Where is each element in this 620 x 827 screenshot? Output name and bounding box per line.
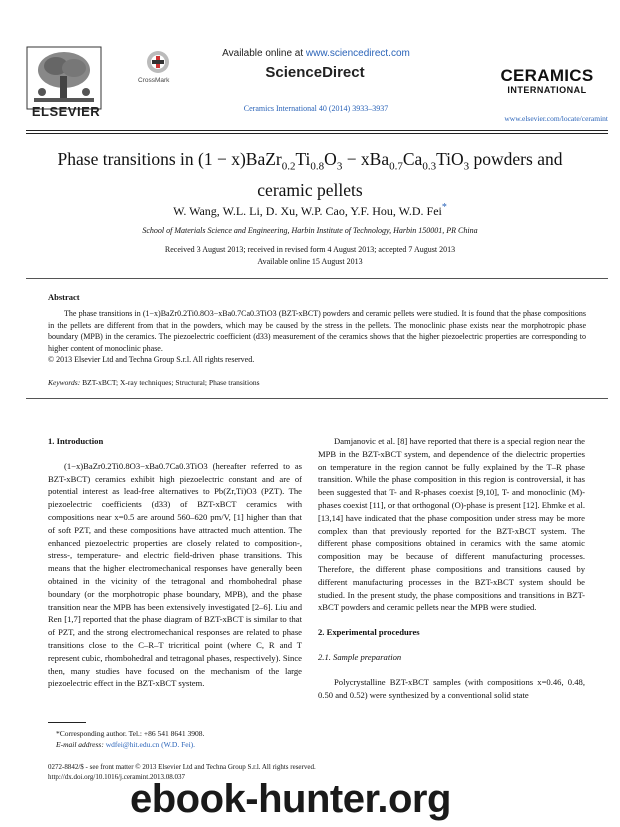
intro-paragraph: (1−x)BaZr0.2Ti0.8O3−xBa0.7Ca0.3TiO3 (hereafter referred to as BZT-xBCT) ceramics exhibit high piezoelectric constant and are of potential interest as lead-free alternatives to Pb(Zr,Ti)O3 (PZT). The piezoelectric coefficients (d33) of BZT-xBCT ceramics with compositions near x=0.5 are around 560–620 pm/V, [1] higher than that of soft PZT, and these compositions have attracted much attention. The enhanced piezoelectric properties are closely related to composition-, stress-, temperature- and electric field-driven phase transitions. This means that the higher electromechanical responses have generally been obtained in the vicinity of the tetragonal and rhombohedral phase boundary (or the morphotropic phase boundary, MPB), and the phase transition near the MPB has been extensively investigated [2–6]. Liu and Ren [1,7] reported that the phase diagram of BZT-xBCT is similar to that of PZT, and the strong electromechanical responses are related to phase transitions close to the C–R–T tricritical point (where C, R and T represent cubic, rhombohedral and tetragonal phases, respectively). Since then, many studies have focused on the mechanism of the large piezoelectric effect in the BZT-xBCT system. <box>48 460 302 689</box>
header-rule <box>26 130 608 131</box>
journal-brand: CERAMICS <box>500 66 594 85</box>
left-column <box>48 435 302 690</box>
sciencedirect-logo: ScienceDirect <box>265 64 365 81</box>
elsevier-tree-logo <box>26 46 102 110</box>
footnote: *Corresponding author. Tel.: +86 541 8641 3908. E-mail address: wdfei@hit.edu.cn (W.D. Fei). <box>56 729 205 749</box>
header-rule <box>26 133 608 134</box>
abstract-text: The phase transitions in (1−x)BaZr0.2Ti0.8O3−xBa0.7Ca0.3TiO3 (BZT-xBCT) powders and ceramic pellets were studied. It is found that the phase compositions in the pellets are different from that in the powders, which may be caused by the stress in the pellets. The monoclinic phase exists near the morphotropic phase boundary (MPB) in the ceramics. The piezoelectric coefficient (d33) measurement of the ceramics shows that the higher piezoelectric properties are corresponding to higher content of monoclinic phase. © 2013 Elsevier Ltd and Techna Group S.r.l. All rights reserved. <box>48 309 586 364</box>
article-dates: Received 3 August 2013; received in revised form 4 August 2013; accepted 7 August 2013 Available online 15 August 2013 <box>164 245 456 266</box>
author-email-link[interactable]: wdfei@hit.edu.cn (W.D. Fei). <box>105 740 196 749</box>
body-paragraph: Damjanovic et al. [8] have reported that there is a special region near the MPB in the BZT-xBCT system, and dependence of the dielectric properties on temperature in the region cannot be fully explained by the T–R phase transition. While the phase composition in this region is controversial, it has been suggested that T- and R-phases coexist [9,10], T- and monoclinic (M)-phases coexist [11], or that orthogonal (O)-phase is present [12]. Ehmke et al. [13,14] have indicated that the phase composition under stress may be more complex than that previously reported for the BZT-xBCT system. The different phase compositions obtained in ceramics with the same atomic composition may be because of different manufacturing processes. Therefore, the different phase compositions and transitions caused by different manufacturing processes in the BZT-xBCT system should be studied. In the present study, the phase compositions and transitions in BZT-xBCT powders and ceramic pellets near the MPB were studied. <box>318 436 585 613</box>
corresponding-author-mark[interactable]: * <box>441 202 447 213</box>
abstract-heading: Abstract <box>48 292 80 302</box>
crossmark-label: CrossMark <box>138 77 170 84</box>
journal-brand-sub: INTERNATIONAL <box>507 85 587 95</box>
page-footer: 0272-8842/$ - see front matter © 2013 Elsevier Ltd and Techna Group S.r.l. All rights reserved. http://dx.doi.org/10.1016/j.ceramint.2013.08.037 <box>48 762 468 782</box>
footnote-rule <box>48 722 86 723</box>
watermark: ebook-hunter.org <box>130 777 451 821</box>
doi-link[interactable]: http://dx.doi.org/10.1016/j.ceramint.2013.08.037 <box>48 773 185 781</box>
copyright: © 2013 Elsevier Ltd and Techna Group S.r.l. All rights reserved. <box>48 355 255 364</box>
body-paragraph: Polycrystalline BZT-xBCT samples (with compositions x=0.46, 0.48, 0.50 and 0.52) were synthesized by a conventional solid state <box>318 676 585 700</box>
keywords: Keywords: BZT-xBCT; X-ray techniques; Structural; Phase transitions <box>48 378 260 387</box>
journal-homepage-link[interactable]: www.elsevier.com/locate/ceramint <box>504 114 608 123</box>
available-online-label: Available online at <box>222 48 304 59</box>
section-heading-introduction: 1. Introduction <box>48 436 104 446</box>
affiliation: School of Materials Science and Engineering, Harbin Institute of Technology, Harbin 150001, PR China <box>142 226 478 235</box>
divider <box>26 398 608 399</box>
right-column <box>318 435 585 701</box>
subsection-heading: 2.1. Sample preparation <box>318 651 402 662</box>
publisher-name: ELSEVIER <box>31 104 101 119</box>
available-online <box>206 48 426 59</box>
sciencedirect-link[interactable]: www.sciencedirect.com <box>305 48 410 59</box>
article-title: Phase transitions in $(1 - x)BaZr_{0.2}Ti_{0.8}O_3 - xBa_{0.7}Ca_{0.3}TiO_3$ powders and ceramic pellets <box>57 149 563 200</box>
crossmark-icon[interactable] <box>146 50 170 74</box>
section-heading-experimental: 2. Experimental procedures <box>318 627 420 638</box>
divider <box>26 278 608 279</box>
author-list: W. Wang, W.L. Li, D. Xu, W.P. Cao, Y.F. Hou, W.D. Fei* <box>173 202 447 218</box>
journal-reference[interactable]: Ceramics International 40 (2014) 3933–3937 <box>243 104 389 113</box>
